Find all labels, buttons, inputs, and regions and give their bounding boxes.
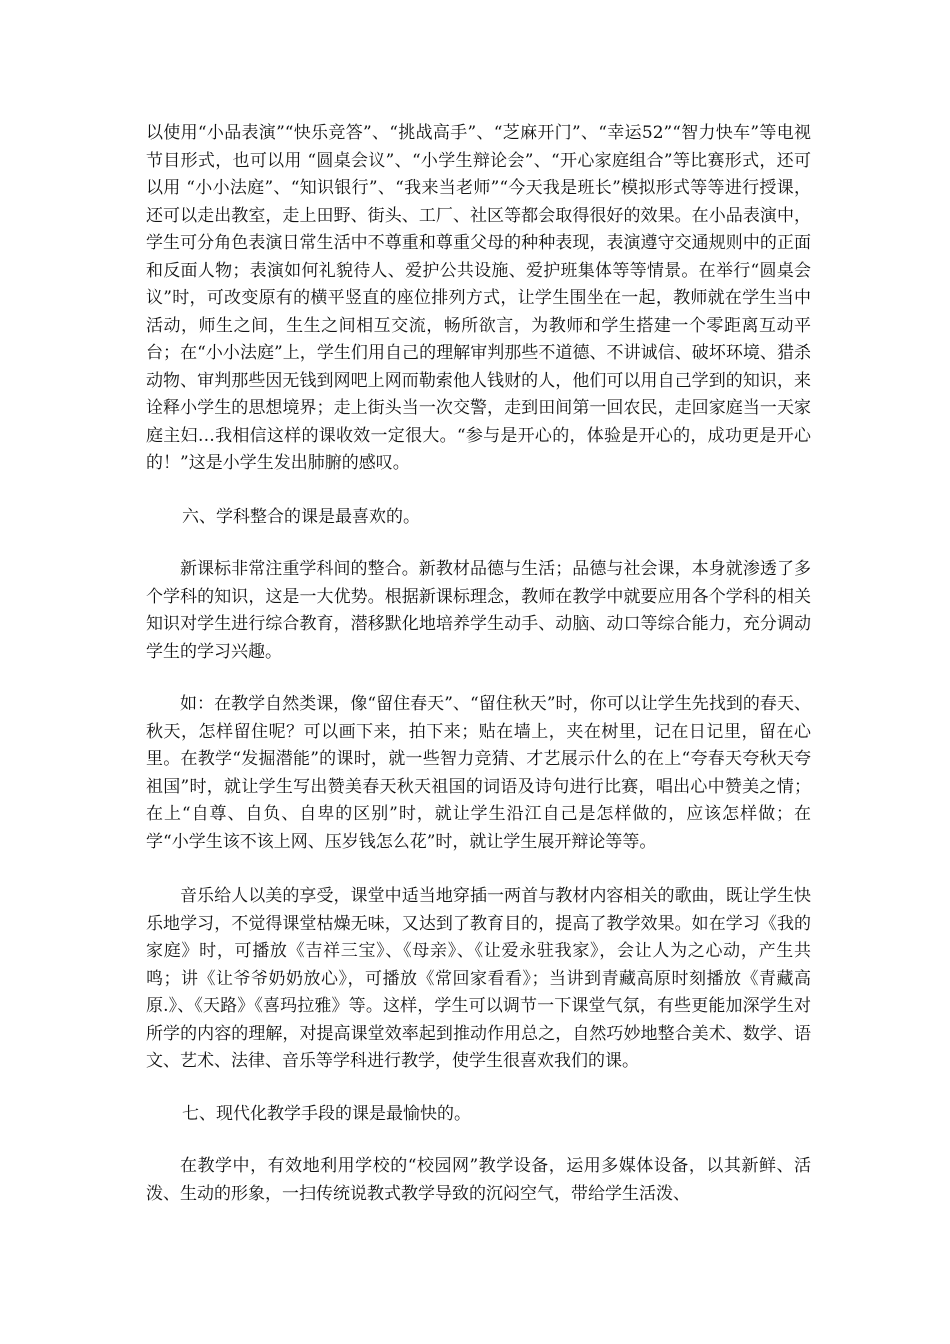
section-heading-6: 六、学科整合的课是最喜欢的。 (182, 506, 420, 527)
paragraph-integration-intro: 新课标非常注重学科间的整合。新教材品德与生活；品德与社会课，本身就渗透了多个学科的知识，这是一大优势。根据新课标理念，教师在教学中就要应用各个学科的相关知识对学生进行综合教育，潜移默化地培养学生动手、动脑、动口等综合能力，充分调动学生的学习兴趣。 (146, 559, 811, 662)
paragraph-music: 音乐给人以美的享受，课堂中适当地穿插一两首与教材内容相关的歌曲，既让学生快乐地学习，不觉得课堂枯燥无味，又达到了教育目的，提高了教学效果。如在学习《我的家庭》时，可播放《吉祥三宝》、《母亲》、《让爱永驻我家》，会让人为之心动，产生共鸣；讲《让爷爷奶奶放心》，可播放《常回家看看》；当讲到青藏高原时刻播放《青藏高原.》、《天路》《喜玛拉雅》等。这样，学生可以调节一下课堂气氛，有些更能加深学生对所学的内容的理解，对提高课堂效率起到推动作用总之，自然巧妙地整合美术、数学、语文、艺术、法律、音乐等学科进行教学，使学生很喜欢我们的课。 (146, 886, 811, 1071)
paragraph-examples: 如：在教学自然类课，像“留住春天”、“留住秋天”时，你可以让学生先找到的春天、秋天，怎样留住呢？可以画下来，拍下来；贴在墙上，夹在树里，记在日记里，留在心里。在教学“发掘潜能”的课时，就一些智力竞猜、才艺展示什么的在上“夸春天夸秋天夸祖国”时，就让学生写出赞美春天秋天祖国的词语及诗句进行比赛，唱出心中赞美之情；在上“自尊、自负、自卑的区别”时，就让学生沿江自己是怎样做的，应该怎样做；在学“小学生该不该上网、压岁钱怎么花”时，就让学生展开辩论等等。 (146, 694, 811, 852)
paragraph-modern-teaching: 在教学中，有效地利用学校的“校园网”教学设备，运用多媒体设备，以其新鲜、活泼、生动的形象，一扫传统说教式教学导致的沉闷空气，带给学生活泼、 (146, 1156, 811, 1204)
document-page (146, 120, 811, 1208)
paragraph-continued: 以使用“小品表演”“快乐竞答”、“挑战高手”、“芝麻开门”、“幸运52”“智力快车”等电视节目形式，也可以用 “圆桌会议”、“小学生辩论会”、“开心家庭组合”等比赛形式，还可以用 “小小法庭”、“知识银行”、“我来当老师”“今天我是班长”模拟形式等等进行授课，还可以走出教室，走上田野、街头、工厂、社区等都会取得很好的效果。在小品表演中，学生可分角色表演日常生活中不尊重和尊重父母的种种表现，表演遵守交通规则中的正面和反面人物；表演如何礼貌待人、爱护公共设施、爱护班集体等等情景。在举行“圆桌会议”时，可改变原有的横平竖直的座位排列方式，让学生围坐在一起，教师就在学生当中活动，师生之间，生生之间相互交流，畅所欲言，为教师和学生搭建一个零距离互动平台；在“小小法庭”上，学生们用自己的理解审判那些不道德、不讲诚信、破坏环境、猎杀动物、审判那些因无钱到网吧上网而勒索他人钱财的人，他们可以用自己学到的知识，来诠释小学生的思想境界；走上街头当一次交警，走到田间第一回农民，走回家庭当一天家庭主妇…我相信这样的课收效一定很大。“参与是开心的，体验是开心的，成功更是开心的！”这是小学生发出肺腑的感叹。 (146, 123, 811, 473)
section-heading-7: 七、现代化教学手段的课是最愉快的。 (182, 1103, 471, 1124)
